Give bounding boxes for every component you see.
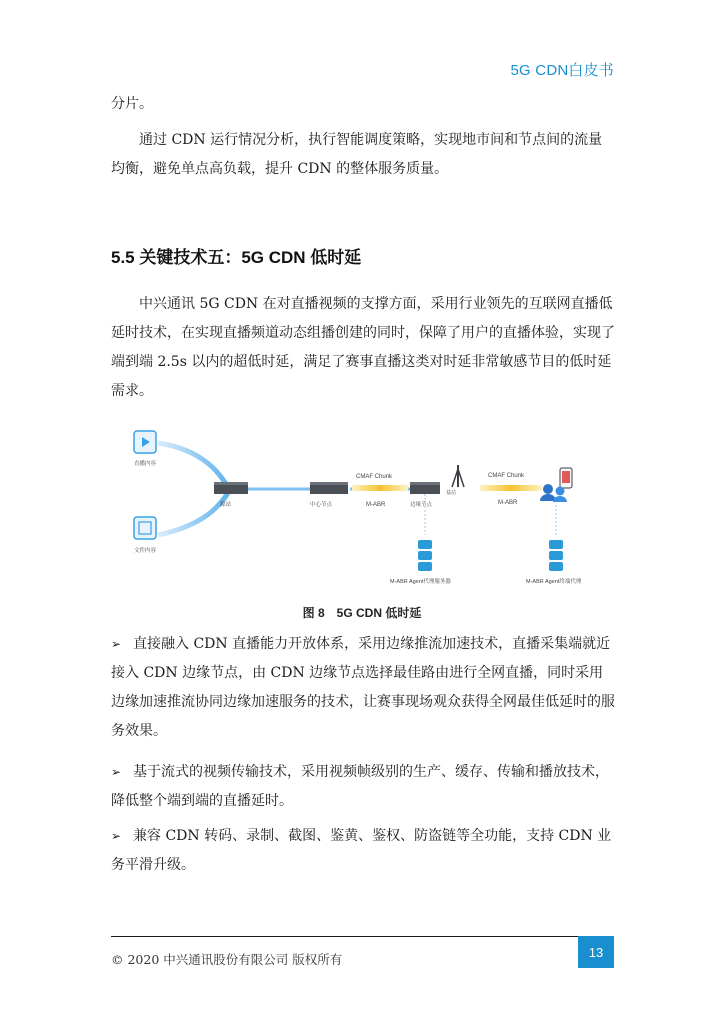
label-center-node: 中心节点 <box>310 502 333 508</box>
bullet-item-1 <box>111 630 615 746</box>
label-origin: 源站 <box>220 502 232 508</box>
base-station-icon <box>452 465 464 487</box>
link-curve-bottom <box>158 493 228 535</box>
paragraph-low-latency: 中兴通讯 5G CDN 在对直播视频的支撑方面，采用行业领先的互联网直播低延时技术，在实现直播频道动态组播创建的同时，保障了用户的直播体验，实现了端到端 2.5s 以内的超低时延，满足了赛事直播这类对时延非常敏感节目的低时延需求。 <box>111 296 615 399</box>
figure-caption: 图 8 5G CDN 低时延 <box>302 606 422 620</box>
bullet-item-3 <box>111 822 615 880</box>
center-node-server-icon <box>310 482 348 494</box>
edge-node-server-icon <box>410 482 440 494</box>
label-base-station: 基站 <box>446 490 457 496</box>
label-cmaf-1: CMAF Chunk <box>356 474 393 480</box>
label-agent-2: M-ABR Agent终端代理 <box>526 579 582 585</box>
bullet-text-3: 兼容 CDN 转码、录制、截图、鉴黄、鉴权、防盗链等全功能，支持 CDN 业务平滑升级。 <box>111 828 612 873</box>
bullet-arrow-icon: ➢ <box>111 637 122 651</box>
file-content-icon <box>134 517 156 539</box>
label-source-top: 直播内容 <box>134 461 157 467</box>
page-number: 13 <box>588 944 604 960</box>
cmaf-bar-1 <box>352 485 408 491</box>
document-header-title: 5G CDN白皮书 <box>510 62 614 79</box>
footer-divider <box>111 936 581 937</box>
agent-server-2-icon <box>549 540 563 571</box>
bullet-text-1: 直接融入 CDN 直播能力开放体系，采用边缘推流加速技术，直播采集端就近接入 CDN 边缘节点，由 CDN 边缘节点选择最佳路由进行全网直播，同时采用边缘加速推流协同边缘加速服务的技术，让赛事现场观众获得全网最佳低延时的服务效果。 <box>111 636 615 739</box>
label-abr-2: M-ABR <box>498 500 518 506</box>
paragraph-continuation: 分片。 <box>111 96 153 112</box>
label-source-bottom: 文件内容 <box>134 548 157 554</box>
paragraph-cdn-analysis: 通过 CDN 运行情况分析，执行智能调度策略，实现地市间和节点间的流量均衡，避免单点高负载，提升 CDN 的整体服务质量。 <box>111 132 603 177</box>
bullet-arrow-icon: ➢ <box>111 829 122 843</box>
low-latency-diagram <box>120 425 600 595</box>
users-icon <box>540 468 572 502</box>
label-agent-1: M-ABR Agent代理服务器 <box>390 579 451 585</box>
link-curve-top <box>158 443 228 487</box>
label-cmaf-2: CMAF Chunk <box>488 473 525 479</box>
page-number-badge <box>578 936 614 968</box>
bullet-arrow-icon: ➢ <box>111 765 122 779</box>
origin-server-icon <box>214 482 248 494</box>
agent-server-1-icon <box>418 540 432 571</box>
footer-copyright: © 2020 中兴通讯股份有限公司 版权所有 <box>111 952 343 967</box>
label-abr-1: M-ABR <box>366 502 386 508</box>
section-heading: 5.5 关键技术五：5G CDN 低时延 <box>111 248 362 267</box>
bullet-text-2: 基于流式的视频传输技术，采用视频帧级别的生产、缓存、传输和播放技术，降低整个端到端的直播延时。 <box>111 764 609 809</box>
cmaf-bar-2 <box>480 485 542 491</box>
live-content-icon <box>134 431 156 453</box>
bullet-item-2 <box>111 758 615 816</box>
label-edge-node: 边缘节点 <box>410 502 433 508</box>
